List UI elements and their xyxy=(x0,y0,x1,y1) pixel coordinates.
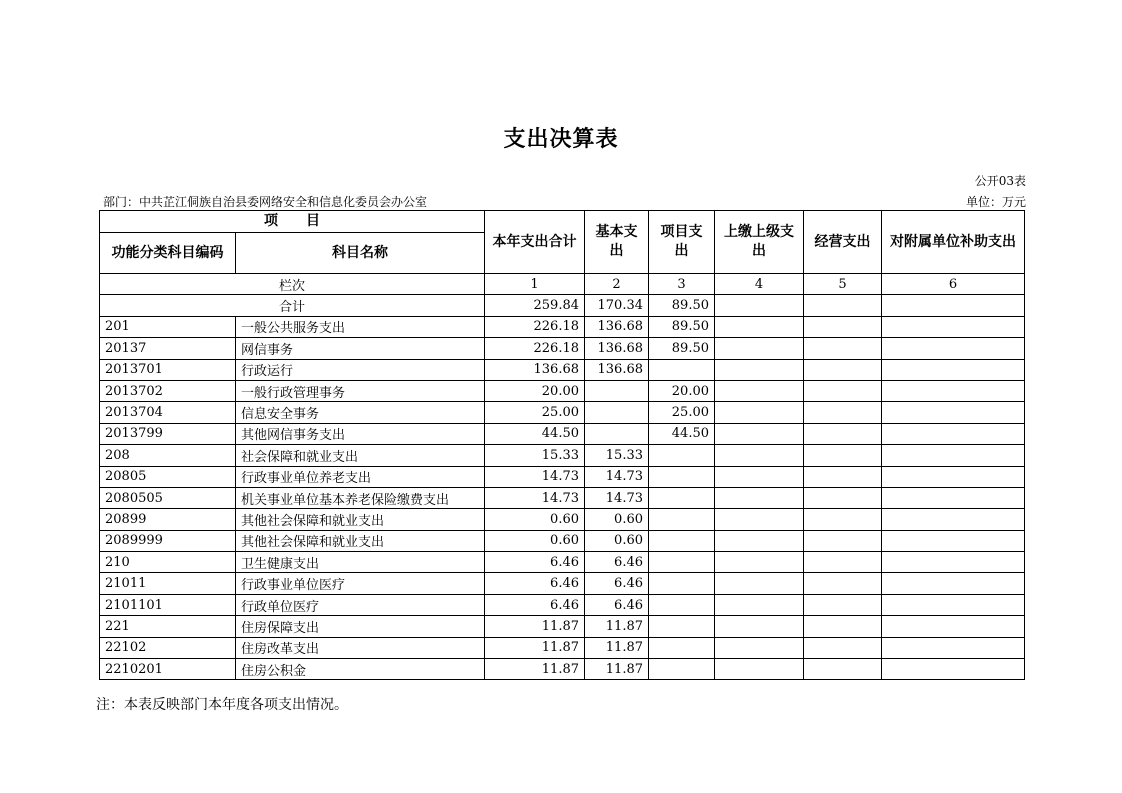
cell-basic: 6.46 xyxy=(585,573,649,594)
cell-business xyxy=(804,552,882,573)
total-basic: 170.34 xyxy=(585,295,649,316)
cell-subsidy xyxy=(882,466,1025,487)
cell-business xyxy=(804,616,882,637)
cell-project xyxy=(649,616,715,637)
cell-name: 机关事业单位基本养老保险缴费支出 xyxy=(236,487,485,508)
cell-code: 2013702 xyxy=(100,380,236,401)
cell-basic: 136.68 xyxy=(585,338,649,359)
total-business xyxy=(804,295,882,316)
column-index-6: 6 xyxy=(882,274,1025,295)
cell-total: 6.46 xyxy=(485,573,585,594)
cell-subsidy xyxy=(882,487,1025,508)
cell-total: 6.46 xyxy=(485,594,585,615)
cell-project: 20.00 xyxy=(649,380,715,401)
table-body xyxy=(100,295,1025,680)
header-basic: 基本支出 xyxy=(585,211,649,274)
cell-upper xyxy=(715,359,804,380)
cell-basic: 11.87 xyxy=(585,637,649,658)
column-index-2: 2 xyxy=(585,274,649,295)
cell-project: 89.50 xyxy=(649,338,715,359)
cell-basic: 136.68 xyxy=(585,316,649,337)
cell-basic xyxy=(585,380,649,401)
table-row xyxy=(100,316,1025,337)
cell-subsidy xyxy=(882,616,1025,637)
cell-upper xyxy=(715,445,804,466)
cell-subsidy xyxy=(882,509,1025,530)
cell-basic: 11.87 xyxy=(585,616,649,637)
page-title: 支出决算表 xyxy=(503,127,619,152)
cell-basic: 136.68 xyxy=(585,359,649,380)
cell-business xyxy=(804,316,882,337)
cell-total: 136.68 xyxy=(485,359,585,380)
header-upper: 上缴上级支出 xyxy=(715,211,804,274)
cell-project xyxy=(649,552,715,573)
cell-total: 6.46 xyxy=(485,552,585,573)
cell-name: 其他社会保障和就业支出 xyxy=(236,530,485,551)
cell-upper xyxy=(715,509,804,530)
cell-business xyxy=(804,573,882,594)
cell-name: 行政运行 xyxy=(236,359,485,380)
cell-basic: 0.60 xyxy=(585,530,649,551)
cell-code: 21011 xyxy=(100,573,236,594)
table-row xyxy=(100,552,1025,573)
cell-total: 0.60 xyxy=(485,530,585,551)
cell-business xyxy=(804,338,882,359)
cell-upper xyxy=(715,466,804,487)
table-row xyxy=(100,616,1025,637)
cell-total: 0.60 xyxy=(485,509,585,530)
cell-subsidy xyxy=(882,359,1025,380)
cell-name: 社会保障和就业支出 xyxy=(236,445,485,466)
table-row xyxy=(100,445,1025,466)
cell-basic: 11.87 xyxy=(585,659,649,680)
cell-code: 20899 xyxy=(100,509,236,530)
cell-business xyxy=(804,402,882,423)
cell-upper xyxy=(715,423,804,444)
cell-upper xyxy=(715,552,804,573)
cell-code: 20137 xyxy=(100,338,236,359)
cell-upper xyxy=(715,637,804,658)
table-row xyxy=(100,402,1025,423)
cell-name: 行政单位医疗 xyxy=(236,594,485,615)
cell-total: 14.73 xyxy=(485,487,585,508)
cell-total: 11.87 xyxy=(485,637,585,658)
header-project: 项目支出 xyxy=(649,211,715,274)
cell-project xyxy=(649,487,715,508)
cell-code: 2101101 xyxy=(100,594,236,615)
footnote: 注：本表反映部门本年度各项支出情况。 xyxy=(96,697,348,713)
cell-subsidy xyxy=(882,573,1025,594)
cell-total: 20.00 xyxy=(485,380,585,401)
cell-basic: 0.60 xyxy=(585,509,649,530)
cell-business xyxy=(804,423,882,444)
cell-code: 20805 xyxy=(100,466,236,487)
total-upper xyxy=(715,295,804,316)
cell-total: 25.00 xyxy=(485,402,585,423)
cell-code: 201 xyxy=(100,316,236,337)
cell-upper xyxy=(715,573,804,594)
cell-name: 信息安全事务 xyxy=(236,402,485,423)
cell-name: 其他社会保障和就业支出 xyxy=(236,509,485,530)
cell-upper xyxy=(715,616,804,637)
cell-upper xyxy=(715,380,804,401)
cell-total: 11.87 xyxy=(485,616,585,637)
department-label: 部门：中共芷江侗族自治县委网络安全和信息化委员会办公室 xyxy=(103,195,428,209)
cell-name: 卫生健康支出 xyxy=(236,552,485,573)
table-row xyxy=(100,423,1025,444)
cell-total: 226.18 xyxy=(485,316,585,337)
cell-basic: 14.73 xyxy=(585,487,649,508)
cell-business xyxy=(804,380,882,401)
table-row xyxy=(100,659,1025,680)
cell-business xyxy=(804,359,882,380)
total-project: 89.50 xyxy=(649,295,715,316)
table-row xyxy=(100,594,1025,615)
cell-project xyxy=(649,594,715,615)
cell-project xyxy=(649,659,715,680)
cell-subsidy xyxy=(882,338,1025,359)
cell-code: 2013701 xyxy=(100,359,236,380)
cell-code: 22102 xyxy=(100,637,236,658)
table-row xyxy=(100,466,1025,487)
cell-code: 2210201 xyxy=(100,659,236,680)
column-index-label: 栏次 xyxy=(100,274,485,295)
cell-subsidy xyxy=(882,423,1025,444)
header-name: 科目名称 xyxy=(236,233,485,274)
table-row xyxy=(100,380,1025,401)
cell-business xyxy=(804,509,882,530)
cell-subsidy xyxy=(882,316,1025,337)
cell-code: 210 xyxy=(100,552,236,573)
cell-business xyxy=(804,637,882,658)
cell-business xyxy=(804,659,882,680)
cell-total: 11.87 xyxy=(485,659,585,680)
cell-project: 25.00 xyxy=(649,402,715,423)
cell-project: 44.50 xyxy=(649,423,715,444)
cell-project xyxy=(649,637,715,658)
table-row xyxy=(100,338,1025,359)
cell-project: 89.50 xyxy=(649,316,715,337)
cell-project xyxy=(649,359,715,380)
header-business: 经营支出 xyxy=(804,211,882,274)
cell-business xyxy=(804,594,882,615)
column-index-3: 3 xyxy=(649,274,715,295)
cell-upper xyxy=(715,338,804,359)
cell-subsidy xyxy=(882,530,1025,551)
cell-code: 2080505 xyxy=(100,487,236,508)
cell-total: 15.33 xyxy=(485,445,585,466)
cell-project xyxy=(649,445,715,466)
form-number: 公开03表 xyxy=(974,174,1026,188)
cell-total: 44.50 xyxy=(485,423,585,444)
cell-subsidy xyxy=(882,659,1025,680)
cell-total: 14.73 xyxy=(485,466,585,487)
cell-basic: 6.46 xyxy=(585,594,649,615)
table-row xyxy=(100,487,1025,508)
cell-subsidy xyxy=(882,552,1025,573)
cell-name: 一般公共服务支出 xyxy=(236,316,485,337)
cell-name: 网信事务 xyxy=(236,338,485,359)
cell-code: 2013799 xyxy=(100,423,236,444)
cell-upper xyxy=(715,402,804,423)
cell-name: 行政事业单位养老支出 xyxy=(236,466,485,487)
cell-upper xyxy=(715,487,804,508)
header-item: 项 目 xyxy=(100,211,485,233)
total-row xyxy=(100,295,1025,316)
cell-name: 其他网信事务支出 xyxy=(236,423,485,444)
cell-basic xyxy=(585,423,649,444)
cell-code: 221 xyxy=(100,616,236,637)
cell-basic xyxy=(585,402,649,423)
cell-name: 住房公积金 xyxy=(236,659,485,680)
cell-total: 226.18 xyxy=(485,338,585,359)
table-row xyxy=(100,359,1025,380)
column-index-1: 1 xyxy=(485,274,585,295)
header-subsidy: 对附属单位补助支出 xyxy=(882,211,1025,274)
cell-name: 住房改革支出 xyxy=(236,637,485,658)
cell-subsidy xyxy=(882,402,1025,423)
cell-basic: 6.46 xyxy=(585,552,649,573)
cell-name: 一般行政管理事务 xyxy=(236,380,485,401)
cell-subsidy xyxy=(882,637,1025,658)
table-row xyxy=(100,573,1025,594)
cell-upper xyxy=(715,316,804,337)
total-subsidy xyxy=(882,295,1025,316)
cell-code: 2013704 xyxy=(100,402,236,423)
cell-code: 2089999 xyxy=(100,530,236,551)
expenditure-table xyxy=(99,210,1025,680)
total-total: 259.84 xyxy=(485,295,585,316)
cell-upper xyxy=(715,659,804,680)
cell-project xyxy=(649,509,715,530)
cell-basic: 14.73 xyxy=(585,466,649,487)
table-row xyxy=(100,509,1025,530)
cell-basic: 15.33 xyxy=(585,445,649,466)
cell-name: 行政事业单位医疗 xyxy=(236,573,485,594)
cell-project xyxy=(649,466,715,487)
cell-subsidy xyxy=(882,594,1025,615)
table-row xyxy=(100,637,1025,658)
cell-business xyxy=(804,466,882,487)
cell-name: 住房保障支出 xyxy=(236,616,485,637)
unit-label: 单位：万元 xyxy=(965,195,1026,209)
cell-business xyxy=(804,530,882,551)
cell-business xyxy=(804,487,882,508)
header-code: 功能分类科目编码 xyxy=(100,233,236,274)
cell-code: 208 xyxy=(100,445,236,466)
cell-project xyxy=(649,530,715,551)
cell-subsidy xyxy=(882,380,1025,401)
cell-upper xyxy=(715,594,804,615)
total-label: 合计 xyxy=(100,295,485,316)
cell-subsidy xyxy=(882,445,1025,466)
cell-project xyxy=(649,573,715,594)
header-total: 本年支出合计 xyxy=(485,211,585,274)
column-index-4: 4 xyxy=(715,274,804,295)
column-index-5: 5 xyxy=(804,274,882,295)
cell-upper xyxy=(715,530,804,551)
cell-business xyxy=(804,445,882,466)
table-row xyxy=(100,530,1025,551)
